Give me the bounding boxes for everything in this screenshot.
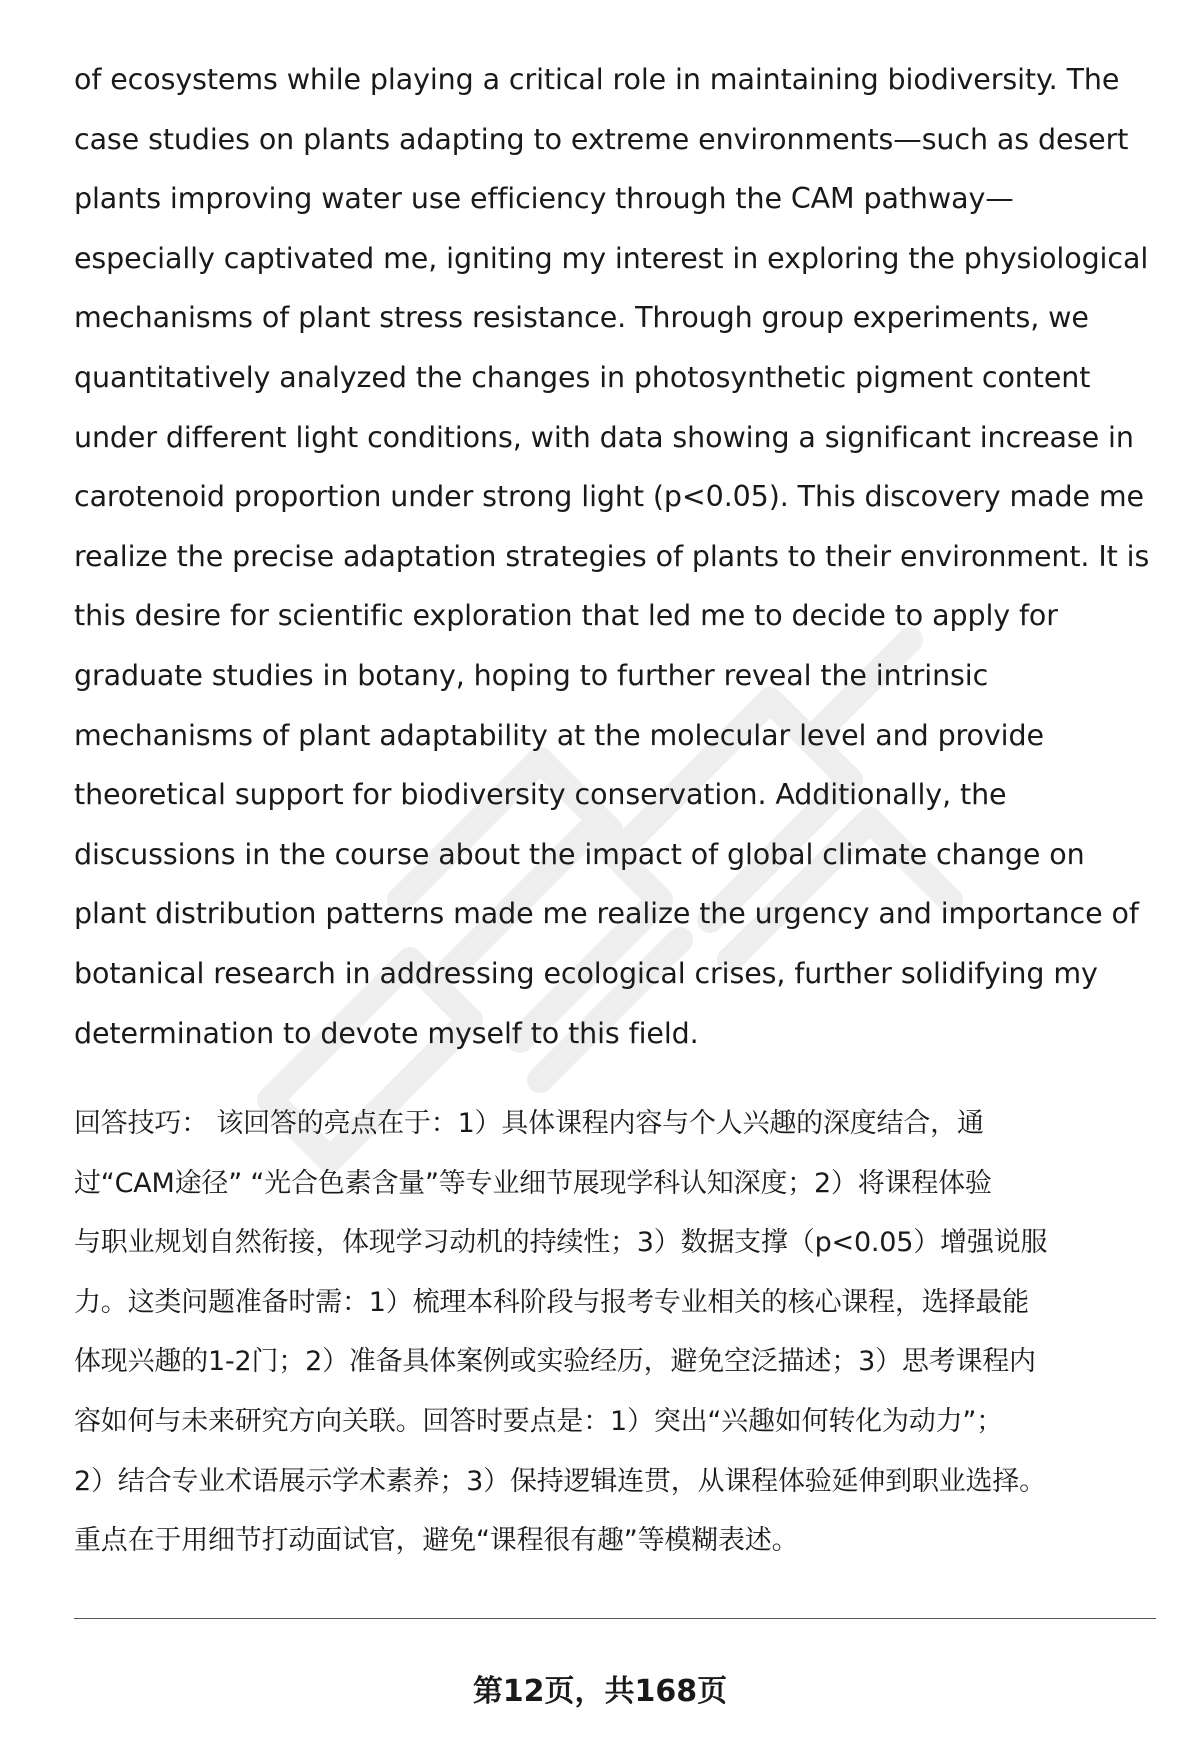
paragraph-line: especially captivated me, igniting my interest in exploring the physiological (74, 241, 1149, 275)
paragraph-line: quantitatively analyzed the changes in photosynthetic pigment content (74, 360, 1091, 394)
tips-line: 回答技巧： 该回答的亮点在于：1）具体课程内容与个人兴趣的深度结合，通 (74, 1108, 984, 1139)
paragraph-line: under different light conditions, with data showing a significant increase in (74, 420, 1134, 454)
paragraph-line: realize the precise adaptation strategies of plants to their environment. It is (74, 539, 1150, 573)
paragraph-line: discussions in the course about the impact of global climate change on (74, 837, 1085, 871)
tips-line: 重点在于用细节打动面试官，避免“课程很有趣”等模糊表述。 (74, 1525, 799, 1557)
essay-paragraph (74, 50, 1154, 1063)
tips-line: 力。这类问题准备时需：1）梳理本科阶段与报考专业相关的核心课程，选择最能 (74, 1286, 1029, 1318)
paragraph-line: this desire for scientific exploration that led me to decide to apply for (74, 599, 1058, 633)
paragraph-line: carotenoid proportion under strong light (p<0.05). This discovery made me (74, 480, 1144, 514)
answer-tips (74, 1094, 1154, 1571)
paragraph-line: plants improving water use efficiency through the CAM pathway— (74, 182, 1014, 216)
tips-line: 过“CAM途径” “光合色素含量”等专业细节展现学科认知深度；2）将课程体验 (74, 1167, 992, 1199)
page-number: 第12页，共168页 (472, 1674, 728, 1709)
paragraph-line: plant distribution patterns made me realize the urgency and importance of (74, 897, 1139, 931)
tips-line: 体现兴趣的1-2门；2）准备具体案例或实验经历，避免空泛描述；3）思考课程内 (74, 1346, 1036, 1378)
paragraph-line: graduate studies in botany, hoping to further reveal the intrinsic (74, 658, 989, 692)
tips-line: 2）结合专业术语展示学术素养；3）保持逻辑连贯，从课程体验延伸到职业选择。 (74, 1465, 1046, 1497)
paragraph-line: determination to devote myself to this field. (74, 1016, 699, 1050)
tips-line: 与职业规划自然衔接，体现学习动机的持续性；3）数据支撑（p<0.05）增强说服 (74, 1227, 1048, 1259)
paragraph-line: theoretical support for biodiversity conservation. Additionally, the (74, 778, 1007, 812)
paragraph-line: mechanisms of plant adaptability at the molecular level and provide (74, 718, 1044, 752)
paragraph-line: mechanisms of plant stress resistance. Through group experiments, we (74, 301, 1089, 335)
paragraph-line: of ecosystems while playing a critical role in maintaining biodiversity. The (74, 63, 1120, 96)
paragraph-line: case studies on plants adapting to extreme environments—such as desert (74, 122, 1129, 156)
paragraph-line: botanical research in addressing ecological crises, further solidifying my (74, 956, 1098, 990)
tips-line: 容如何与未来研究方向关联。回答时要点是：1）突出“兴趣如何转化为动力”； (74, 1405, 1003, 1437)
footer-divider (74, 1618, 1156, 1619)
